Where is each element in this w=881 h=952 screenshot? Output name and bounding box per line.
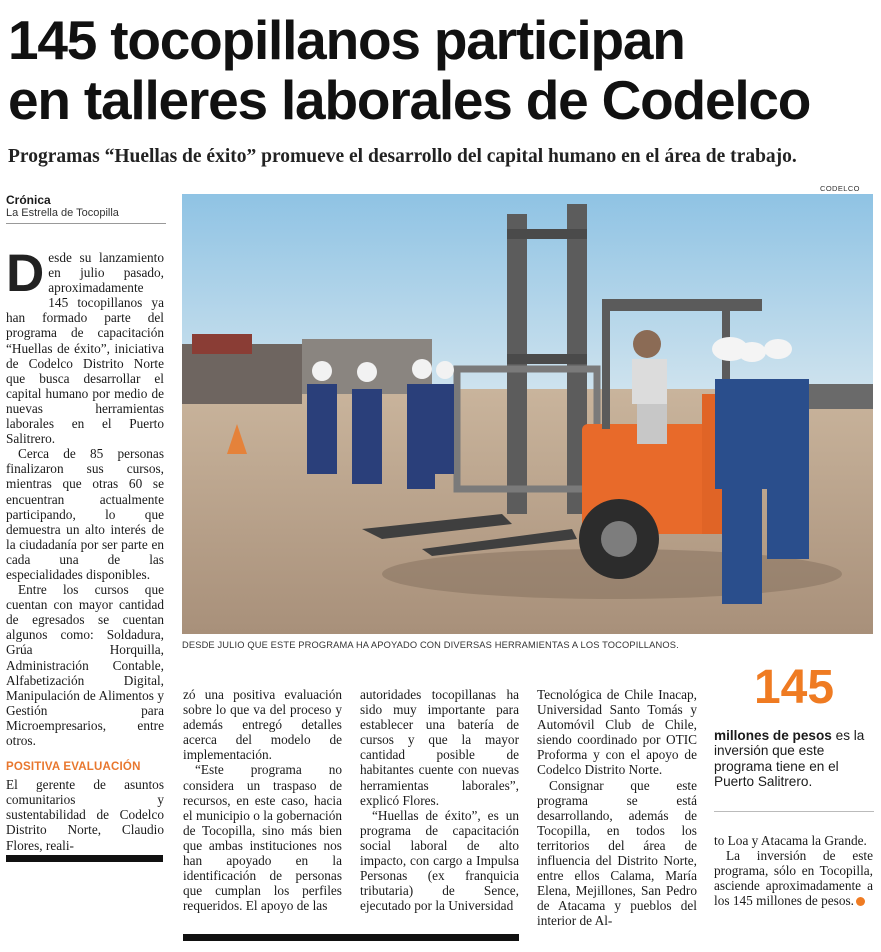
headline-line-2: en talleres laborales de Codelco — [8, 69, 811, 131]
headline-line-1: 145 tocopillanos participan — [8, 9, 685, 71]
article-headline — [8, 10, 874, 130]
article-column-2 — [183, 687, 342, 913]
paragraph-3: Entre los cursos que cuentan con mayor cantidad de egresados se cuentan algunos como: Soldadura, Grúa Horquilla, Administración Contable, Alfabetización Digital, Manipulación de Alimentos y Gestión para Microempresarios, entre otros. — [6, 582, 164, 748]
fact-bold-text: millones de pesos — [714, 728, 832, 743]
forklift-overhead-guard — [602, 299, 762, 311]
photo-credit: CODELCO — [820, 184, 860, 193]
paragraph-7-end: to Loa y Atacama la Grande. — [714, 833, 867, 848]
article-subtitle: Programas “Huellas de éxito” promueve el desarrollo del capital humano en el área de trabajo. — [8, 146, 797, 167]
source-label: La Estrella de Tocopilla — [6, 207, 119, 219]
article-column-1 — [6, 244, 164, 853]
article-column-3 — [360, 687, 519, 913]
photo-caption: DESDE JULIO QUE ESTE PROGRAMA HA APOYADO CON DIVERSAS HERRAMIENTAS A LOS TOCOPILLANOS. — [182, 640, 679, 650]
fact-rest-text: es la inversión que este programa tiene en el Puerto Salitrero. — [714, 728, 865, 789]
article-column-5 — [714, 833, 873, 908]
fact-box — [714, 662, 874, 789]
column-end-bar — [6, 855, 163, 862]
forklift-training-illustration — [182, 194, 873, 634]
section-label: Crónica — [6, 193, 51, 207]
section-subheading: POSITIVA EVALUACIÓN — [6, 761, 141, 774]
fact-number: 145 — [753, 661, 835, 714]
fact-box-divider — [714, 811, 874, 812]
workers-group-left — [307, 384, 454, 489]
drop-cap: D — [6, 244, 45, 303]
article-column-4 — [537, 687, 697, 929]
driver — [633, 330, 661, 358]
article-photo — [182, 194, 873, 634]
paragraph-6: “Huellas de éxito”, es un programa de capacitación social laboral de alto impacto, con cargo a Impulsa Personas (ex franquicia tributaria) de Sence, ejecutado por la Universidad — [360, 807, 519, 914]
paragraph-4-end: zó una positiva evaluación sobre lo que va del proceso y además entregó detalles acerca del modelo de implementación. — [183, 687, 342, 763]
byline-divider — [6, 223, 166, 224]
paragraph-8: La inversión de este programa, sólo en Tocopilla, asciende aproximadamente a los 145 millones de pesos. — [714, 848, 873, 909]
paragraph-4-start: El gerente de asuntos comunitarios y sustentabilidad de Codelco Distrito Norte, Claudio Flores, reali- — [6, 777, 164, 853]
paragraph-5-end: autoridades tocopillanas ha sido muy importante para establecer una batería de cursos y que la mayor cantidad posible de habitantes cuente con nuevas herramientas laborales”, explicó Flores. — [360, 687, 519, 808]
paragraph-1: esde su lanzamiento en julio pasado, aproximadamente 145 tocopillanos ya han formado parte del programa de capacitación “Huellas de éxito”, iniciativa de Codelco Distrito Norte que busca desarrollar el capital humano por medio de nuevas herramientas laborales en el Puerto Salitrero. — [6, 250, 164, 447]
paragraph-7: Consignar que este programa se está desarrollando, además de Tocopilla, en todos los territorios del área de influencia del Distrito Norte, entre ellos Calama, María Elena, Mejillones, San Pedro de Atacama y pueblos del interior de Al- — [537, 777, 697, 929]
paragraph-6-end: Tecnológica de Chile Inacap, Universidad Santo Tomás y Automóvil Club de Chile, siendo coordinado por OTIC Proforma y con el apoyo de Codelco Distrito Norte. — [537, 687, 697, 778]
column-end-bar-2 — [183, 934, 519, 941]
paragraph-2: Cerca de 85 personas finalizaron sus cursos, mientras que otras 60 se encuentran actualmente participando, lo que demuestra un alto interés de la ciudadanía por ser parte en cada una de las especialidades disponibles. — [6, 446, 164, 582]
fact-text — [714, 728, 874, 789]
paragraph-5: “Este programa no considera un traspaso de recursos, en este caso, hacia el municipio o la gobernación de Tocopilla, sino más bien que ambas instituciones nos han apoyado en la identificación de personas que cumplan los perfiles requeridos. El apoyo de las — [183, 762, 342, 914]
end-mark-icon — [856, 897, 865, 906]
